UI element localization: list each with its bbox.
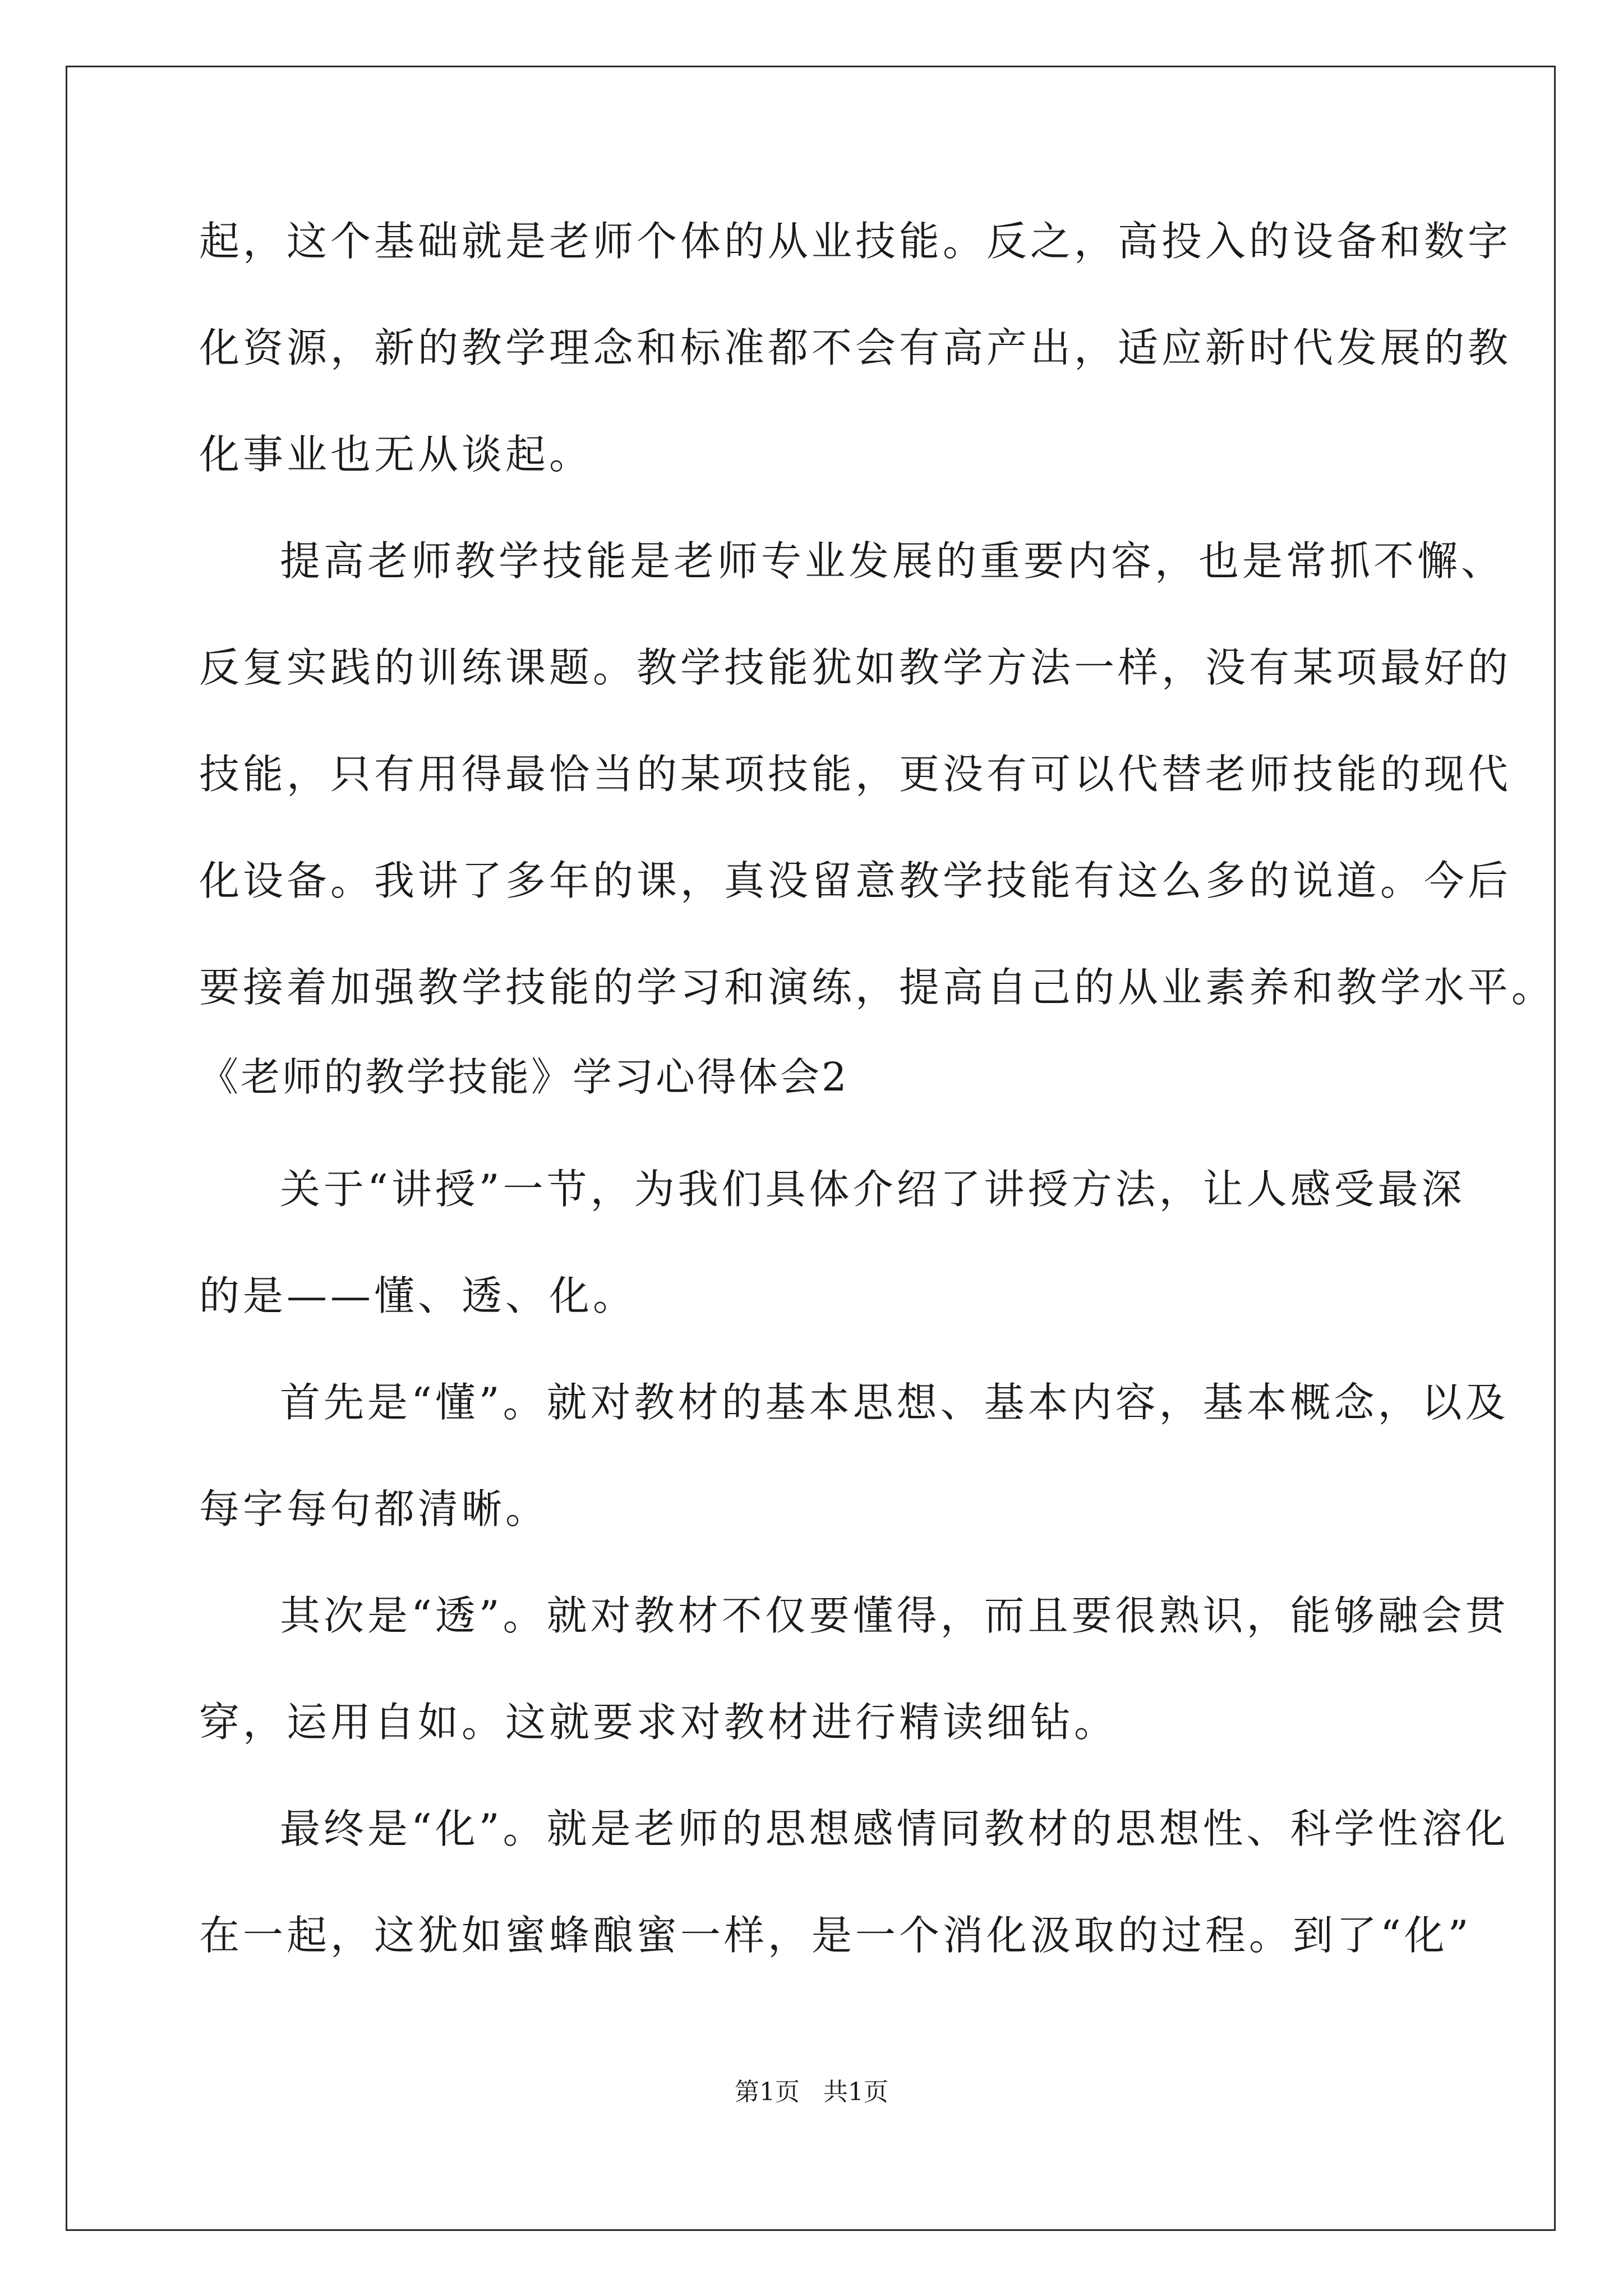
page-frame — [66, 66, 1556, 2231]
section-heading: 《老师的教学技能》学习心得体会2 — [199, 1054, 849, 1100]
text-line: 化资源，新的教学理念和标准都不会有高产出，适应新时代发展的教 — [199, 324, 1512, 371]
paragraph-first-line: 首先是“懂”。就对教材的基本思想、基本内容，基本概念，以及 — [280, 1379, 1509, 1426]
paragraph-first-line: 关于“讲授”一节，为我们具体介绍了讲授方法，让人感受最深 — [280, 1166, 1465, 1213]
text-line: 化设备。我讲了多年的课，真没留意教学技能有这么多的说道。今后 — [199, 857, 1512, 904]
paragraph-first-line: 其次是“透”。就对教材不仅要懂得，而且要很熟识，能够融会贯 — [280, 1592, 1509, 1639]
text-line: 反复实践的训练课题。教学技能犹如教学方法一样，没有某项最好的 — [199, 644, 1512, 691]
paragraph-first-line: 提高老师教学技能是老师专业发展的重要内容，也是常抓不懈、 — [280, 537, 1505, 585]
page-footer — [0, 2078, 1623, 2106]
text-line: 起，这个基础就是老师个体的从业技能。反之，高投入的设备和数字 — [199, 218, 1512, 265]
text-line: 技能，只有用得最恰当的某项技能，更没有可以代替老师技能的现代 — [199, 751, 1512, 798]
page-number: 第1页 共1页 — [735, 2078, 888, 2106]
paragraph-first-line: 最终是“化”。就是老师的思想感情同教材的思想性、科学性溶化 — [280, 1805, 1509, 1852]
text-line: 要接着加强教学技能的学习和演练，提高自己的从业素养和教学水平。 — [199, 964, 1556, 1011]
text-line: 穿，运用自如。这就要求对教材进行精读细钻。 — [199, 1699, 1118, 1746]
text-line: 每字每句都清晰。 — [199, 1485, 550, 1533]
text-line: 在一起，这犹如蜜蜂酿蜜一样，是一个消化汲取的过程。到了“化” — [199, 1912, 1472, 1959]
text-line: 的是——懂、透、化。 — [199, 1272, 637, 1319]
text-line: 化事业也无从谈起。 — [199, 431, 593, 478]
